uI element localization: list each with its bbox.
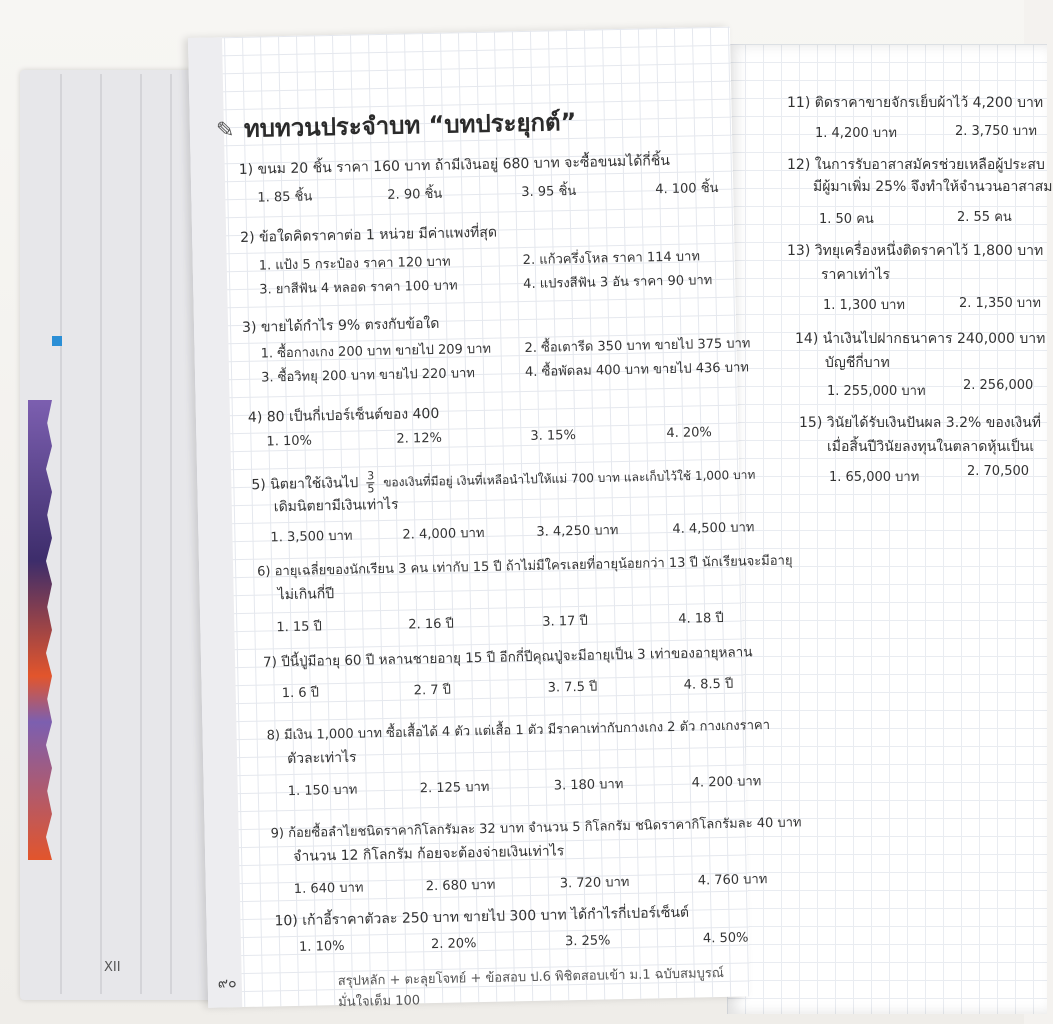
option: 2. 3,750 บาท (955, 124, 1038, 139)
page-number: ๙๐ (217, 975, 237, 992)
option: 2. 4,000 บาท (402, 525, 485, 543)
option: 4. 18 ปี (678, 610, 724, 627)
option: 4. 100 ชิ้น (655, 180, 719, 198)
question-5-line2: เดิมนิตยามีเงินเท่าไร (273, 496, 399, 516)
option: 1. 10% (266, 433, 313, 450)
option: 2. 7 ปี (413, 682, 452, 699)
question-6: 6) อายุเฉลี่ยของนักเรียน 3 คน เท่ากับ 15 ปี ถ้าไม่มีใครเลยที่อายุน้อยกว่า 13 ปี นักเรียนจะมีอายุ (257, 553, 793, 580)
option: 3. ยาสีฟัน 4 หลอด ราคา 100 บาท (259, 278, 458, 298)
option: 1. 255,000 บาท (827, 384, 926, 399)
question-9: 9) ก้อยซื้อลำไยชนิดราคากิโลกรัมละ 32 บาท จำนวน 5 กิโลกรัม ชนิดราคากิโลกรัมละ 40 บาท (270, 815, 802, 842)
option: 1. 3,500 บาท (270, 528, 353, 546)
option: 2. 90 ชิ้น (387, 186, 443, 203)
question-3: 3) ขายได้กำไร 9% ตรงกับข้อใด (241, 315, 440, 336)
pencil-icon: ✎ (215, 118, 235, 144)
option: 3. 4,250 บาท (536, 523, 619, 540)
option: 3. 720 บาท (559, 874, 630, 892)
question-12-line2: มีผู้มาเพิ่ม 25% จึงทำให้จำนวนอาสาสม (813, 179, 1053, 195)
option: 1. 4,200 บาท (815, 126, 898, 141)
option: 1. 10% (298, 938, 345, 955)
option: 4. 50% (702, 930, 749, 947)
left-page (188, 27, 802, 1011)
option: 2. 16 ปี (408, 616, 454, 633)
option: 3. 180 บาท (553, 777, 624, 794)
option: 2. ซื้อเตารีด 350 บาท ขายไป 375 บาท (524, 336, 751, 357)
question-9-line2: จำนวน 12 กิโลกรัม ก้อยจะต้องจ่ายเงินเท่าไร (293, 843, 565, 865)
option: 3. 25% (564, 933, 611, 950)
left-page-number-partial: XII (104, 960, 121, 975)
option: 2. 70,500 (967, 464, 1030, 479)
option: 4. แปรงสีฟัน 3 อัน ราคา 90 บาท (523, 273, 713, 293)
blue-tab-marker (52, 336, 62, 346)
option: 1. 15 ปี (276, 619, 322, 636)
question-13-line2: ราคาเท่าไร (821, 267, 891, 283)
option: 2. 125 บาท (419, 779, 490, 797)
option: 3. 95 ชิ้น (521, 183, 577, 201)
option: 2. 256,000 (963, 378, 1034, 393)
option: 4. 200 บาท (691, 774, 762, 791)
question-13: 13) วิทยุเครื่องหนึ่งติดราคาไว้ 1,800 บาท (787, 243, 1044, 259)
question-14-line2: บัญชีกี่บาท (825, 355, 890, 371)
option: 1. ซื้อกางเกง 200 บาท ขายไป 209 บาท (260, 341, 492, 362)
option: 1. 6 ปี (281, 685, 320, 702)
option: 3. 17 ปี (542, 613, 588, 630)
question-6-line2: ไม่เกินกี่ปี (277, 586, 335, 604)
question-14: 14) นำเงินไปฝากธนาคาร 240,000 บาท (795, 331, 1046, 347)
option: 2. 20% (430, 936, 477, 953)
option: 4. 4,500 บาท (672, 520, 755, 537)
option: 1. 1,300 บาท (823, 298, 906, 313)
option: 4. 20% (666, 425, 712, 442)
question-1: 1) ขนม 20 ชิ้น ราคา 160 บาท ถ้ามีเงินอยู่ 680 บาท จะซื้อขนมได้กี่ชิ้น (238, 152, 671, 178)
option: 2. แก้วครึ่งโหล ราคา 114 บาท (522, 249, 701, 269)
page-edge (60, 74, 62, 994)
option: 2. 1,350 บาท (959, 296, 1042, 311)
option: 1. 640 บาท (293, 880, 364, 897)
option: 3. 15% (530, 427, 577, 444)
question-12: 12) ในการรับอาสาสมัครช่วยเหลือผู้ประสบ (787, 157, 1045, 173)
option: 3. 7.5 ปี (547, 679, 598, 696)
option: 1. 65,000 บาท (829, 470, 920, 485)
question-4: 4) 80 เป็นกี่เปอร์เซ็นต์ของ 400 (247, 405, 440, 426)
right-page (727, 44, 1053, 1014)
question-2: 2) ข้อใดคิดราคาต่อ 1 หน่วย มีค่าแพงที่สุด (240, 224, 498, 246)
option: 4. 760 บาท (697, 872, 768, 889)
option: 1. 50 คน (819, 212, 874, 227)
question-10: 10) เก้าอี้ราคาตัวละ 250 บาท ขายไป 300 บาท ได้กำไรกี่เปอร์เซ็นต์ (274, 904, 690, 930)
option: 2. 55 คน (957, 210, 1012, 225)
option: 1. แป้ง 5 กระป๋อง ราคา 120 บาท (258, 254, 451, 274)
option: 4. ซื้อพัดลม 400 บาท ขายไป 436 บาท (524, 360, 750, 381)
question-15: 15) วินัยได้รับเงินปันผล 3.2% ของเงินที่ (799, 415, 1042, 431)
question-15-line2: เมื่อสิ้นปีวินัยลงทุนในตลาดหุ้นเป็นเ (827, 439, 1035, 455)
page-edge (140, 74, 142, 994)
option: 3. ซื้อวิทยุ 200 บาท ขายไป 220 บาท (260, 366, 476, 386)
page-edge (100, 74, 102, 994)
page-edge (170, 74, 172, 994)
question-11: 11) ติดราคาขายจักรเย็บผ้าไว้ 4,200 บาท (787, 95, 1044, 111)
option: 1. 85 ชิ้น (257, 189, 313, 206)
page-footer: สรุปหลัก + ตะลุยโจทย์ + ข้อสอบ ป.6 พิชิตสอบเข้า ม.1 ฉบับสมบูรณ์ มั่นใจเต็ม 100 (337, 965, 725, 1011)
option: 2. 680 บาท (425, 877, 496, 895)
fraction: $\frac{3}{5}$ (367, 469, 375, 496)
page-title: ✎ ทบทวนประจำบท “บทประยุกต์” (215, 107, 577, 144)
question-7: 7) ปีนี้ปู่มีอายุ 60 ปี หลานชายอายุ 15 ปี อีกกี่ปีคุณปู่จะมีอายุเป็น 3 เท่าของอายุหลาน (262, 644, 753, 671)
question-8-line2: ตัวละเท่าไร (286, 749, 357, 768)
question-5: 5) นิตยาใช้เงินไป $\frac{3}{5}$ ของเงินที่มีอยู่ เงินที่เหลือนำไปให้แม่ 700 บาท และเก็บไว้ใช้ 1,000 บาท (251, 467, 756, 496)
option: 2. 12% (396, 430, 443, 447)
option: 4. 8.5 ปี (683, 676, 734, 693)
option: 1. 150 บาท (287, 782, 358, 800)
question-8: 8) มีเงิน 1,000 บาท ซื้อเสื้อได้ 4 ตัว แต่เสื้อ 1 ตัว มีราคาเท่ากับกางเกง 2 ตัว กางเกงราคา (266, 717, 771, 744)
